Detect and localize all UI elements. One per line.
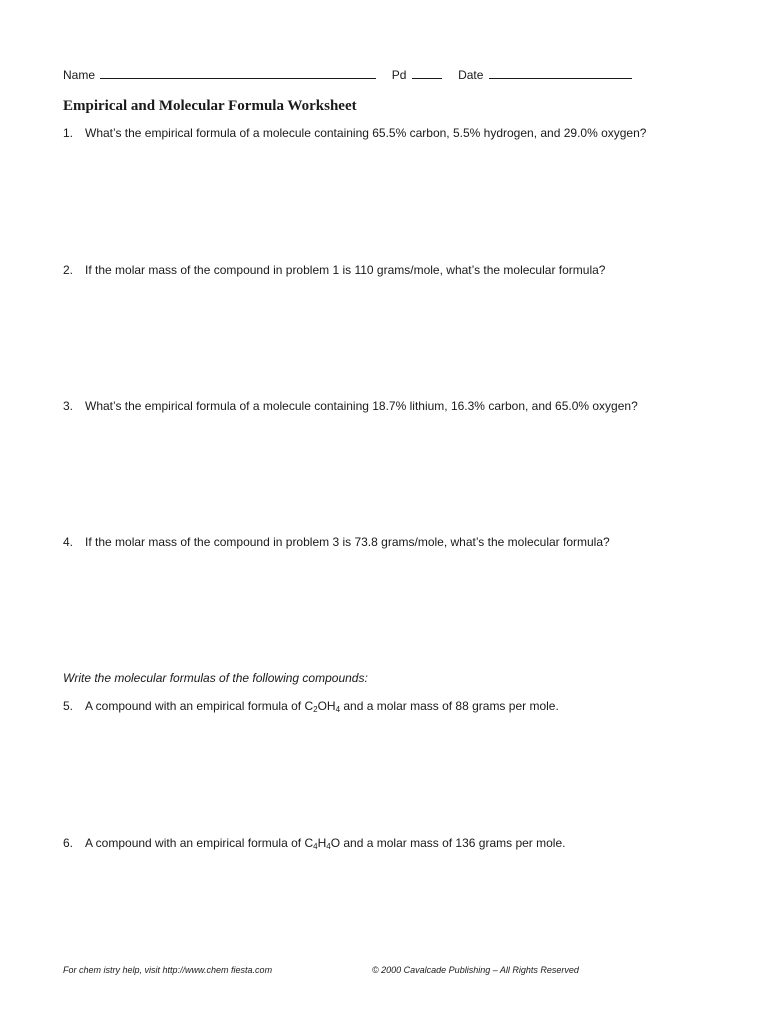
- date-label: Date: [458, 68, 484, 82]
- worksheet-title: Empirical and Molecular Formula Worksheet: [63, 98, 357, 114]
- name-blank-line[interactable]: [100, 66, 376, 79]
- formula-subscript: 2: [313, 705, 318, 714]
- question-text: If the molar mass of the compound in problem 3 is 73.8 grams/mole, what’s the molecular formula?: [85, 535, 610, 549]
- question-6: [63, 836, 565, 850]
- empirical-formula: [304, 836, 340, 850]
- formula-element: H: [317, 836, 327, 850]
- period-blank-line[interactable]: [412, 66, 442, 79]
- question-prefix: A compound with an empirical formula of: [85, 699, 305, 713]
- formula-element: OH: [317, 699, 336, 713]
- name-label: Name: [63, 68, 96, 82]
- question-prefix: A compound with an empirical formula of: [85, 836, 305, 850]
- question-number: 3.: [63, 399, 74, 413]
- student-info-header: [63, 66, 632, 82]
- date-blank-line[interactable]: [489, 66, 632, 79]
- period-label: Pd: [391, 68, 407, 82]
- question-1: [63, 126, 646, 140]
- formula-element: O: [330, 836, 341, 850]
- question-number: 4.: [63, 535, 74, 549]
- empirical-formula: [304, 699, 340, 713]
- formula-element: C: [304, 836, 314, 850]
- section-instruction: Write the molecular formulas of the following compounds:: [63, 671, 368, 685]
- question-text: What’s the empirical formula of a molecule containing 65.5% carbon, 5.5% hydrogen, and 29.0% oxygen?: [85, 126, 647, 140]
- question-4: [63, 535, 610, 549]
- formula-subscript: 4: [335, 705, 341, 714]
- question-number: 5.: [63, 699, 74, 713]
- question-number: 2.: [63, 263, 74, 277]
- footer-help-link: For chem istry help, visit http://www.chem fiesta.com: [63, 965, 273, 975]
- formula-subscript: 4: [326, 842, 331, 851]
- question-number: 6.: [63, 836, 74, 850]
- question-number: 1.: [63, 126, 74, 140]
- formula-element: C: [304, 699, 314, 713]
- question-text: If the molar mass of the compound in problem 1 is 110 grams/mole, what’s the molecular formula?: [85, 263, 606, 277]
- question-text: What’s the empirical formula of a molecule containing 18.7% lithium, 16.3% carbon, and 65.0% oxygen?: [85, 399, 638, 413]
- formula-subscript: 4: [313, 842, 318, 851]
- question-suffix: and a molar mass of 136 grams per mole.: [340, 836, 566, 850]
- question-2: [63, 263, 605, 277]
- question-5: [63, 699, 559, 713]
- question-3: [63, 399, 638, 413]
- footer-copyright: © 2000 Cavalcade Publishing – All Rights Reserved: [372, 965, 579, 975]
- question-suffix: and a molar mass of 88 grams per mole.: [340, 699, 559, 713]
